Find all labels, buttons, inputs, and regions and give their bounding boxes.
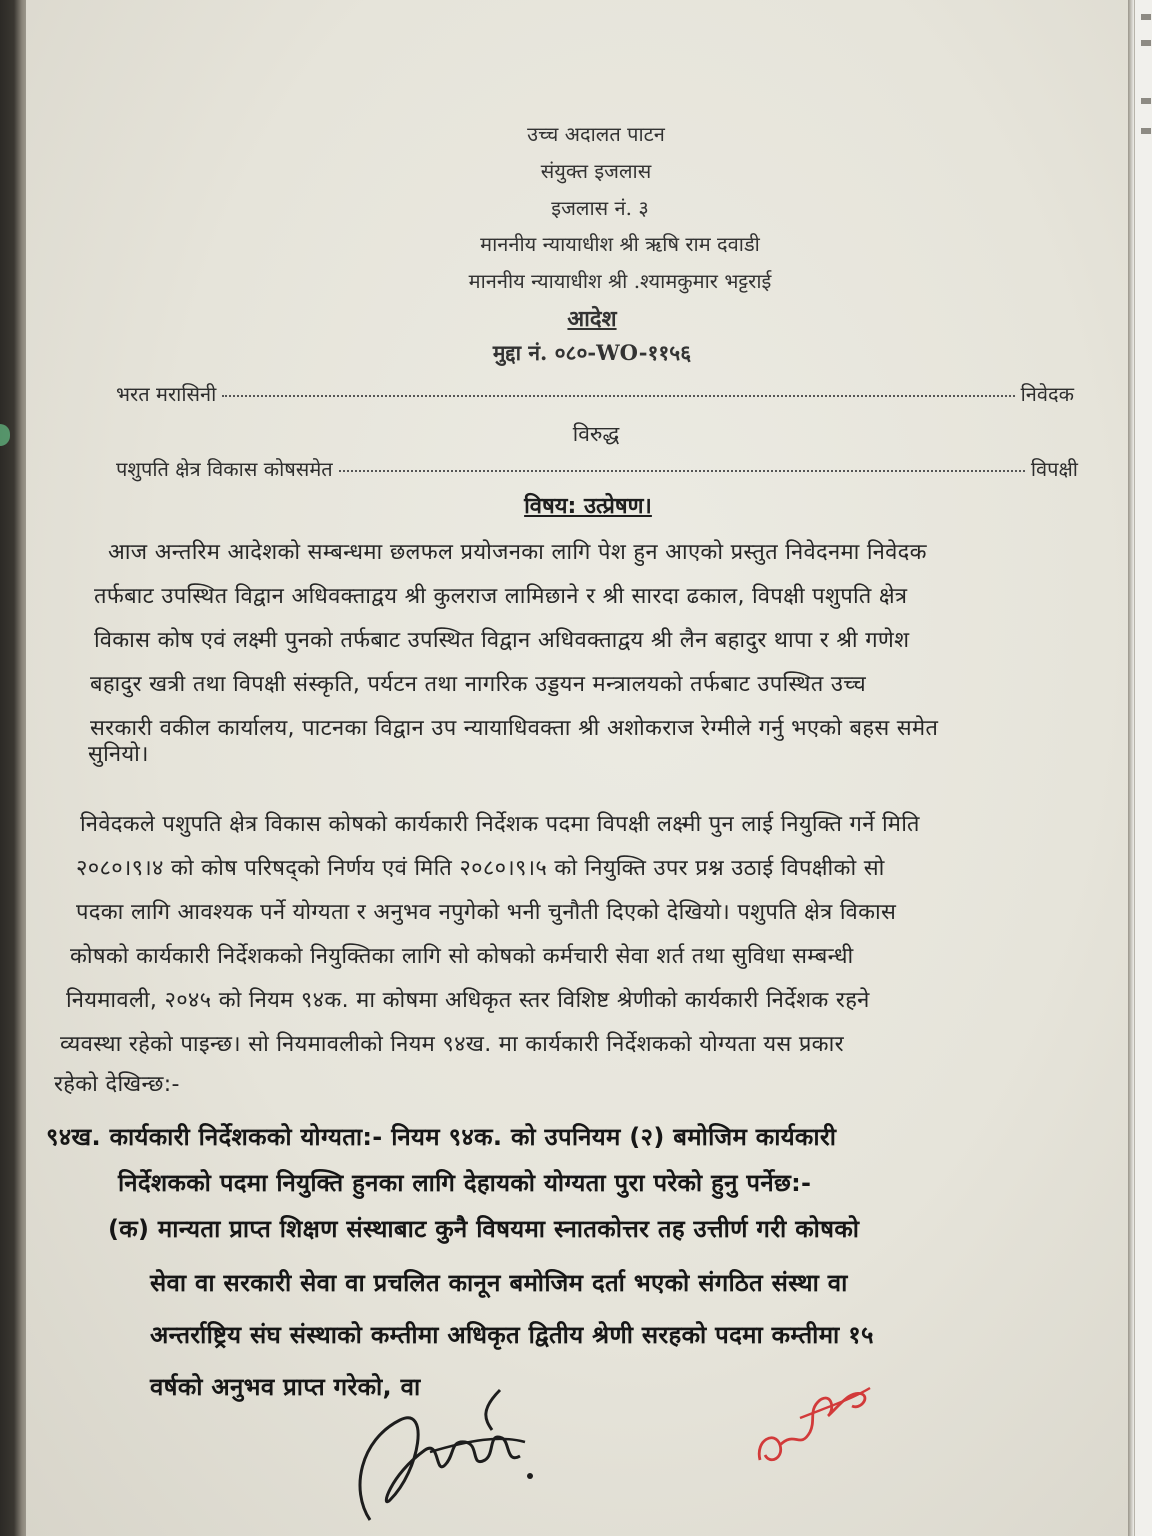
respondent-name: पशुपति क्षेत्र विकास कोषसमेत bbox=[116, 457, 333, 481]
para2-line: कोषको कार्यकारी निर्देशकको नियुक्तिका लागि सो कोषको कर्मचारी सेवा शर्त तथा सुविधा सम्बन्धी bbox=[70, 944, 854, 969]
para1-line: आज अन्तरिम आदेशको सम्बन्धमा छलफल प्रयोजनका लागि पेश हुन आएको प्रस्तुत निवेदनमा निवेदक bbox=[108, 540, 927, 565]
para2-line: व्यवस्था रहेको पाइन्छ। सो नियमावलीको नियम ९४ख. मा कार्यकारी निर्देशकको योग्यता यस प्रकार bbox=[60, 1032, 844, 1057]
leader-dots bbox=[339, 470, 1025, 472]
adjacent-page-mark bbox=[1141, 14, 1151, 20]
para2-line: निवेदकले पशुपति क्षेत्र विकास कोषको कार्यकारी निर्देशक पदमा विपक्षी लक्ष्मी पुन लाई नियुक्ति गर्ने मिति bbox=[80, 812, 920, 837]
para2-line: नियमावली, २०४५ को नियम ९४क. मा कोषमा अधिकृत स्तर विशिष्ट श्रेणीको कार्यकारी निर्देशक रहने bbox=[66, 988, 870, 1013]
respondent-role: विपक्षी bbox=[1030, 457, 1078, 481]
judge-1: माननीय न्यायाधीश श्री ऋषि राम दवाडी bbox=[480, 232, 760, 256]
court-name: उच्च अदालत पाटन bbox=[527, 122, 665, 146]
document-type: आदेश bbox=[567, 306, 617, 332]
para1-line: तर्फबाट उपस्थित विद्वान अधिवक्ताद्वय श्री कुलराज लामिछाने र श्री सारदा ढकाल, विपक्षी पशुपति क्षेत्र bbox=[94, 584, 908, 609]
rule-line: वर्षको अनुभव प्राप्त गरेको, वा bbox=[150, 1373, 421, 1401]
signature-red bbox=[740, 1370, 890, 1480]
case-number: मुद्दा नं. ०८०-WO-११५६ bbox=[492, 340, 692, 365]
petitioner-name: भरत मरासिनी bbox=[116, 382, 217, 406]
binder-clip bbox=[0, 424, 10, 446]
para2-line: रहेको देखिन्छ:- bbox=[54, 1072, 180, 1097]
para1-line: सुनियो। bbox=[88, 742, 149, 767]
leader-dots bbox=[222, 395, 1014, 397]
bench-number: इजलास नं. ३ bbox=[551, 196, 649, 220]
para2-line: पदका लागि आवश्यक पर्ने योग्यता र अनुभव नपुगेको भनी चुनौती दिएको देखियो। पशुपति क्षेत्र विकास bbox=[76, 900, 897, 925]
petitioner-line bbox=[116, 380, 1074, 407]
adjacent-page-mark bbox=[1141, 40, 1151, 46]
para1-line: बहादुर खत्री तथा विपक्षी संस्कृति, पर्यटन तथा नागरिक उड्डयन मन्त्रालयको तर्फबाट उपस्थित उच्च bbox=[90, 672, 867, 697]
rule-clause-ka: (क) मान्यता प्राप्त शिक्षण संस्थाबाट कुनै विषयमा स्नातकोत्तर तह उत्तीर्ण गरी कोषको bbox=[108, 1215, 860, 1243]
bench-type: संयुक्त इजलास bbox=[540, 159, 652, 183]
para1-line: सरकारी वकील कार्यालय, पाटनका विद्वान उप न्यायाधिवक्ता श्री अशोकराज रेग्मीले गर्नु भएको बहस समेत bbox=[90, 716, 939, 741]
respondent-line bbox=[116, 455, 1078, 482]
signature-black bbox=[330, 1380, 560, 1530]
versus-label: विरुद्ध bbox=[572, 422, 620, 446]
subject-text: विषय: उत्प्रेषण। bbox=[524, 494, 652, 519]
judge-2: माननीय न्यायाधीश श्री .श्यामकुमार भट्टराई bbox=[468, 269, 772, 293]
petitioner-role: निवेदक bbox=[1020, 382, 1074, 406]
adjacent-page-mark bbox=[1141, 98, 1151, 104]
para1-line: विकास कोष एवं लक्ष्मी पुनको तर्फबाट उपस्थित विद्वान अधिवक्ताद्वय श्री लैन बहादुर थापा र श्री गणेश bbox=[94, 628, 910, 653]
subject-heading bbox=[12, 490, 1152, 520]
rule-line: अन्तर्राष्ट्रिय संघ संस्थाको कम्तीमा अधिकृत द्वितीय श्रेणी सरहको पदमा कम्तीमा १५ bbox=[150, 1321, 874, 1349]
rule-line: सेवा वा सरकारी सेवा वा प्रचलित कानून बमोजिम दर्ता भएको संगठित संस्था वा bbox=[150, 1269, 848, 1297]
para2-line: २०८०।९।४ को कोष परिषद्को निर्णय एवं मिति २०८०।९।५ को नियुक्ति उपर प्रश्न उठाई विपक्षीको सो bbox=[76, 856, 885, 881]
rule-line: निर्देशकको पदमा नियुक्ति हुनका लागि देहायको योग्यता पुरा परेको हुनु पर्नेछ:- bbox=[118, 1169, 812, 1197]
rule-heading: ९४ख. कार्यकारी निर्देशकको योग्यता:- नियम ९४क. को उपनियम (२) बमोजिम कार्यकारी bbox=[46, 1123, 837, 1151]
